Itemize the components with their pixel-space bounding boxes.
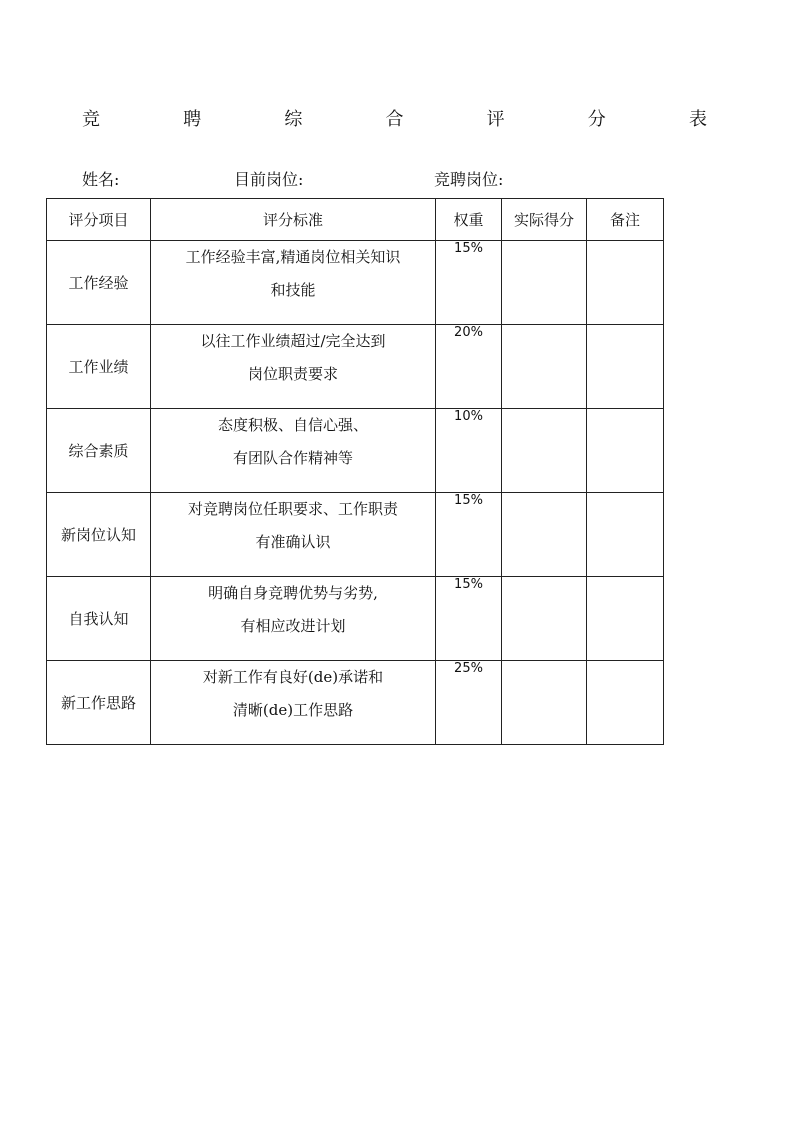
table-row bbox=[47, 577, 664, 661]
row-remarks-cell[interactable] bbox=[587, 493, 664, 577]
page-title bbox=[82, 108, 707, 132]
row-standard bbox=[151, 661, 436, 745]
target-position-label: 竞聘岗位: bbox=[434, 170, 504, 189]
row-actual-score-cell[interactable] bbox=[502, 409, 587, 493]
row-standard-line: 态度积极、自信心强、 bbox=[217, 416, 368, 434]
row-standard bbox=[151, 325, 436, 409]
row-standard-line: 工作经验丰富,精通岗位相关知识 bbox=[185, 248, 401, 266]
table-row bbox=[47, 661, 664, 745]
row-standard-line: 对新工作有良好(de)承诺和 bbox=[202, 668, 384, 686]
current-position-label: 目前岗位: bbox=[234, 170, 304, 189]
row-weight: 15% bbox=[436, 241, 502, 325]
row-standard bbox=[151, 577, 436, 661]
row-standard-line: 有相应改进计划 bbox=[240, 617, 346, 635]
row-item: 工作业绩 bbox=[47, 325, 151, 409]
row-standard-line: 和技能 bbox=[270, 281, 316, 299]
title-char: 表 bbox=[688, 109, 707, 130]
row-item: 综合素质 bbox=[47, 409, 151, 493]
title-char: 分 bbox=[587, 109, 606, 130]
row-item: 自我认知 bbox=[47, 577, 151, 661]
row-standard-line: 岗位职责要求 bbox=[247, 365, 338, 383]
row-item: 新岗位认知 bbox=[47, 493, 151, 577]
row-actual-score-cell[interactable] bbox=[502, 241, 587, 325]
row-weight: 20% bbox=[436, 325, 502, 409]
row-remarks-cell[interactable] bbox=[587, 325, 664, 409]
row-standard-line: 明确自身竞聘优势与劣势, bbox=[208, 584, 378, 602]
row-standard bbox=[151, 409, 436, 493]
name-label: 姓名: bbox=[82, 170, 120, 189]
title-char: 聘 bbox=[183, 109, 202, 130]
header-remarks: 备注 bbox=[587, 199, 664, 241]
row-standard bbox=[151, 241, 436, 325]
table-row bbox=[47, 493, 664, 577]
header-actual-score: 实际得分 bbox=[502, 199, 587, 241]
row-remarks-cell[interactable] bbox=[587, 661, 664, 745]
table-header-row bbox=[47, 199, 664, 241]
row-actual-score-cell[interactable] bbox=[502, 325, 587, 409]
row-standard-line: 以往工作业绩超过/完全达到 bbox=[200, 332, 386, 350]
table-row bbox=[47, 241, 664, 325]
row-remarks-cell[interactable] bbox=[587, 241, 664, 325]
row-remarks-cell[interactable] bbox=[587, 577, 664, 661]
row-standard-line: 有团队合作精神等 bbox=[232, 449, 353, 467]
row-standard bbox=[151, 493, 436, 577]
score-table bbox=[46, 198, 664, 745]
title-char: 综 bbox=[284, 109, 303, 130]
title-char: 竞 bbox=[82, 109, 100, 130]
row-actual-score-cell[interactable] bbox=[502, 661, 587, 745]
row-standard-line: 清晰(de)工作思路 bbox=[232, 701, 354, 719]
row-actual-score-cell[interactable] bbox=[502, 577, 587, 661]
row-weight: 10% bbox=[436, 409, 502, 493]
header-standard: 评分标准 bbox=[151, 199, 436, 241]
row-weight: 25% bbox=[436, 661, 502, 745]
row-standard-line: 对竞聘岗位任职要求、工作职责 bbox=[187, 500, 398, 518]
header-weight: 权重 bbox=[436, 199, 502, 241]
row-item: 工作经验 bbox=[47, 241, 151, 325]
row-standard-line: 有准确认识 bbox=[255, 533, 331, 551]
row-weight: 15% bbox=[436, 493, 502, 577]
row-actual-score-cell[interactable] bbox=[502, 493, 587, 577]
row-remarks-cell[interactable] bbox=[587, 409, 664, 493]
row-weight: 15% bbox=[436, 577, 502, 661]
table-row bbox=[47, 325, 664, 409]
title-char: 合 bbox=[385, 109, 404, 130]
title-char: 评 bbox=[486, 109, 505, 130]
table-row bbox=[47, 409, 664, 493]
row-item: 新工作思路 bbox=[47, 661, 151, 745]
header-item: 评分项目 bbox=[47, 199, 151, 241]
